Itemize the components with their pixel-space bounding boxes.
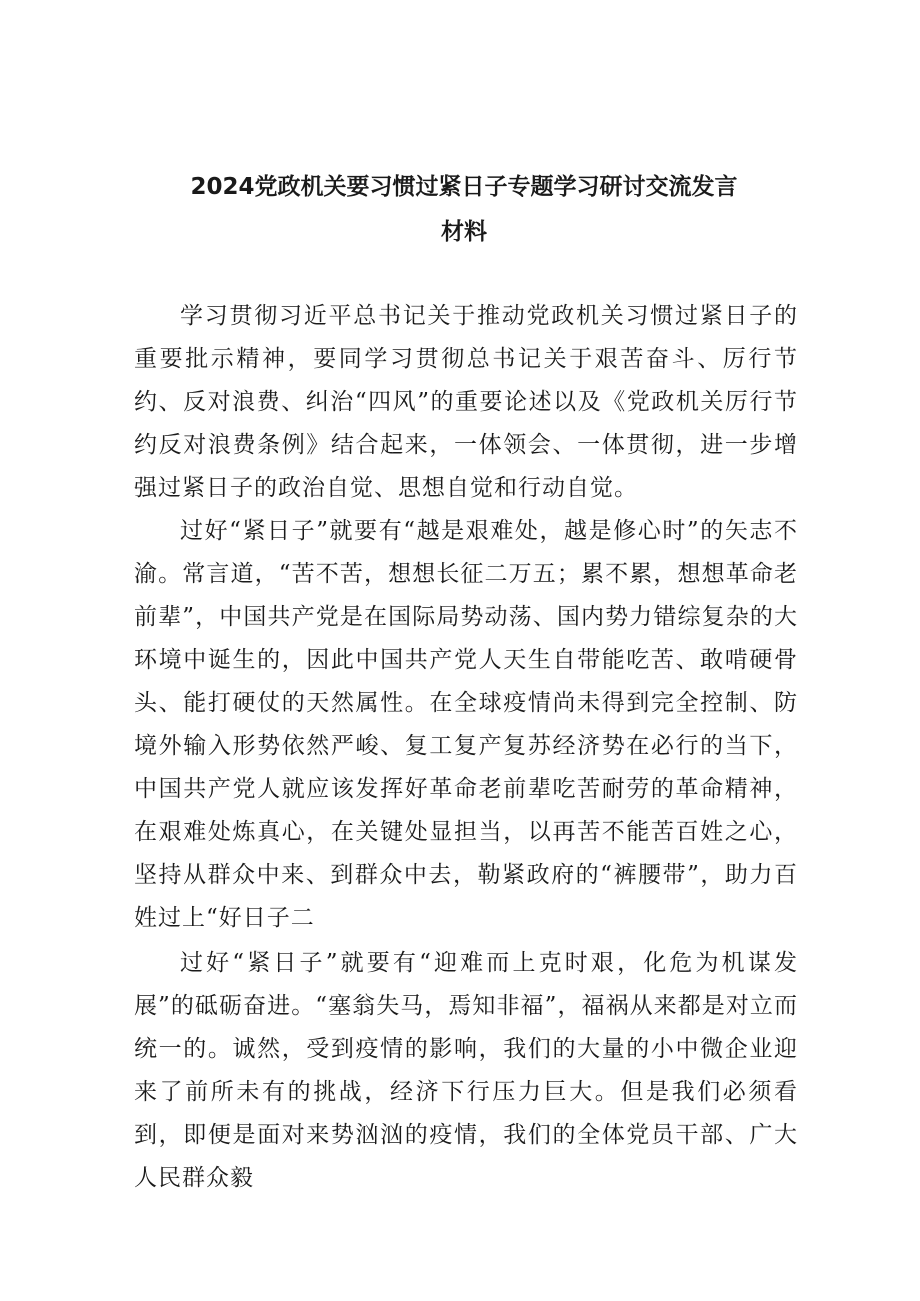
document-title: 2024党政机关要习惯过紧日子专题学习研讨交流发言	[190, 174, 738, 200]
body-paragraph-1: 学习贯彻习近平总书记关于推动党政机关习惯过紧日子的重要批示精神，要同学习贯彻总书记关于艰苦奋斗、厉行节约、反对浪费、纠治“四风”的重要论述以及《党政机关厉行节约反对浪费条例》结合起来，一体领会、一体贯彻，进一步增强过紧日子的政治自觉、思想自觉和行动自觉。	[134, 303, 798, 501]
body-paragraph-3: 过好“紧日子”就要有“迎难而上克时艰，化危为机谋发展”的砥砺奋进。“塞翁失马，焉知非福”，福祸从来都是对立而统一的。诚然，受到疫情的影响，我们的大量的小中微企业迎来了前所未有的挑战，经济下行压力巨大。但是我们必须看到，即便是面对来势汹汹的疫情，我们的全体党员干部、广大人民群众毅	[134, 950, 798, 1191]
document-title-continued: 材料	[441, 219, 487, 245]
body-paragraph-2: 过好“紧日子”就要有“越是艰难处，越是修心时”的矢志不渝。常言道，“苦不苦，想想长征二万五；累不累，想想革命老前辈”，中国共产党是在国际局势动荡、国内势力错综复杂的大环境中诞生的，因此中国共产党人天生自带能吃苦、敢啃硬骨头、能打硬仗的天然属性。在全球疫情尚未得到完全控制、防境外输入形势依然严峻、复工复产复苏经济势在必行的当下，中国共产党人就应该发挥好革命老前辈吃苦耐劳的革命精神，在艰难处炼真心，在关键处显担当，以再苦不能苦百姓之心，坚持从群众中来、到群众中去，勒紧政府的“裤腰带”，助力百姓过上“好日子二	[134, 518, 798, 931]
